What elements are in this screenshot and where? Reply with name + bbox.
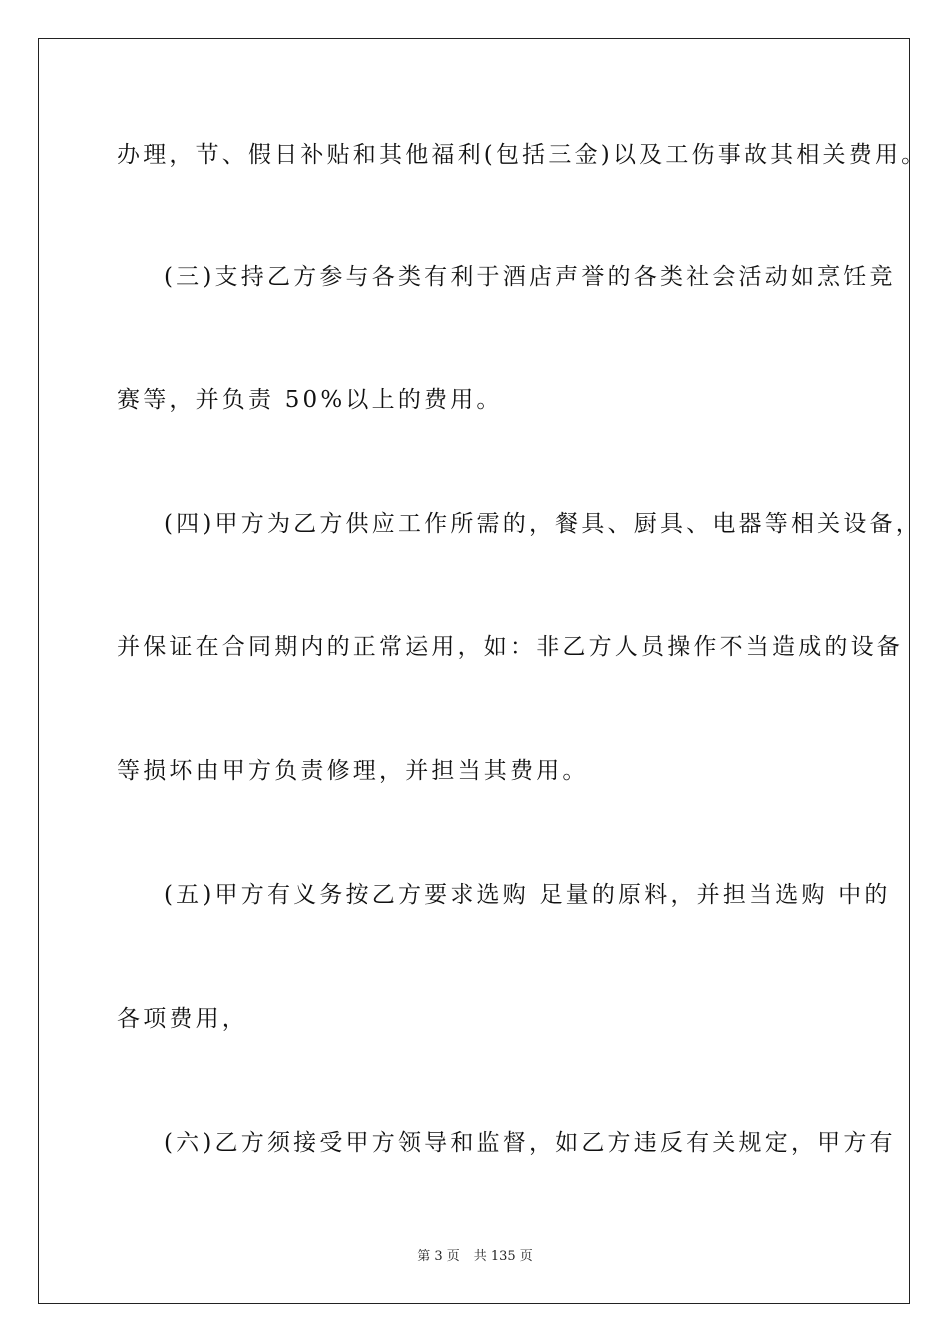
- page-footer: [0, 1249, 950, 1265]
- paragraph-line-9: (六)乙方须接受甲方领导和监督，如乙方违反有关规定，甲方有: [164, 1130, 896, 1156]
- paragraph-line-8: 各项费用，: [117, 1006, 248, 1032]
- paragraph-line-7: (五)甲方有义务按乙方要求选购 足量的原料，并担当选购 中的: [164, 882, 891, 908]
- paragraph-line-1: 办理，节、假日补贴和其他福利(包括三金)以及工伤事故其相关费用。: [117, 142, 928, 168]
- paragraph-line-3: 赛等，并负责 50%以上的费用。: [117, 387, 503, 413]
- paragraph-line-6: 等损坏由甲方负责修理，并担当其费用。: [117, 758, 589, 784]
- paragraph-line-4: (四)甲方为乙方供应工作所需的，餐具、厨具、电器等相关设备，: [164, 511, 922, 537]
- total-pages: 共 135 页: [473, 1249, 533, 1264]
- paragraph-line-5: 并保证在合同期内的正常运用，如：非乙方人员操作不当造成的设备: [117, 634, 903, 660]
- page-border: [38, 38, 910, 1304]
- paragraph-line-2: (三)支持乙方参与各类有利于酒店声誉的各类社会活动如烹饪竞: [164, 264, 896, 290]
- page-number: 第 3 页: [417, 1249, 460, 1264]
